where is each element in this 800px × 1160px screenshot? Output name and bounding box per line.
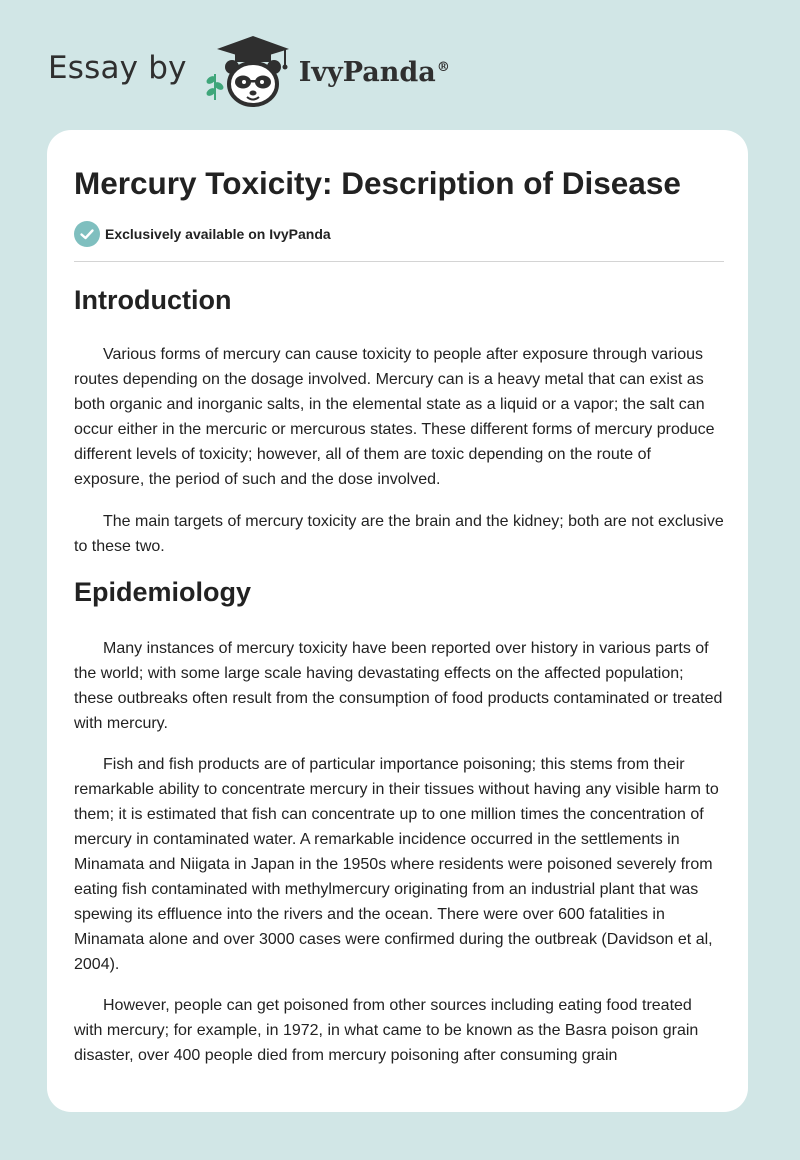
section-heading-introduction: Introduction	[74, 285, 232, 315]
paragraph: However, people can get poisoned from other sources including eating food treated with mercury; for example, in 1972, in what came to be known as the Basra poison grain disaster, over 400 people died from mercury poisoning after consuming grain	[74, 997, 699, 1064]
site-header	[48, 34, 450, 108]
paragraph: Fish and fish products are of particular importance poisoning; this stems from their remarkable ability to concentrate mercury in their tissues without having any visible harm to them; it is estimated that fish can concentrate up to one million times the concentration of mercury in contaminated water. A remarkable incidence occurred in the settlements in Minamata and Niigata in Japan in the 1950s where residents were poisoned severely from eating fish contaminated with methylmercury originating from an industrial plant that was spewing its effluence into the rivers and the ocean. There were over 600 fatalities in Minamata alone and over 3000 cases were confirmed during the outbreak (Davidson et al, 2004).	[74, 756, 719, 973]
title-divider	[74, 261, 724, 262]
page-title: Mercury Toxicity: Description of Disease	[74, 165, 681, 201]
essay-by-label: Essay by	[48, 50, 187, 86]
paragraph: The main targets of mercury toxicity are the brain and the kidney; both are not exclusive to these two.	[74, 513, 724, 555]
paragraph: Various forms of mercury can cause toxicity to people after exposure through various routes depending on the dosage involved. Mercury can is a heavy metal that can exist as both organic and inorganic salts, in the elemental state as a liquid or a vapor; the salt can occur either in the mercuric or mercurous states. These different forms of mercury produce different levels of toxicity; however, all of them are toxic depending on the route of exposure, the period of such and the dose involved.	[74, 346, 715, 488]
brand-name-text: IvyPanda	[298, 56, 436, 88]
essay-card	[47, 130, 748, 1112]
check-circle-icon	[74, 221, 100, 247]
registered-mark: ®	[436, 59, 450, 75]
brand-name	[299, 57, 450, 88]
exclusive-badge-label: Exclusively available on IvyPanda	[105, 226, 331, 242]
panda-logo-icon[interactable]	[205, 34, 295, 108]
section-heading-epidemiology: Epidemiology	[74, 577, 252, 607]
exclusive-badge	[74, 221, 331, 247]
paragraph: Many instances of mercury toxicity have been reported over history in various parts of the world; with some large scale having devastating effects on the affected population; these outbreaks often result from the consumption of food products contaminated or treated with mercury.	[74, 640, 723, 732]
